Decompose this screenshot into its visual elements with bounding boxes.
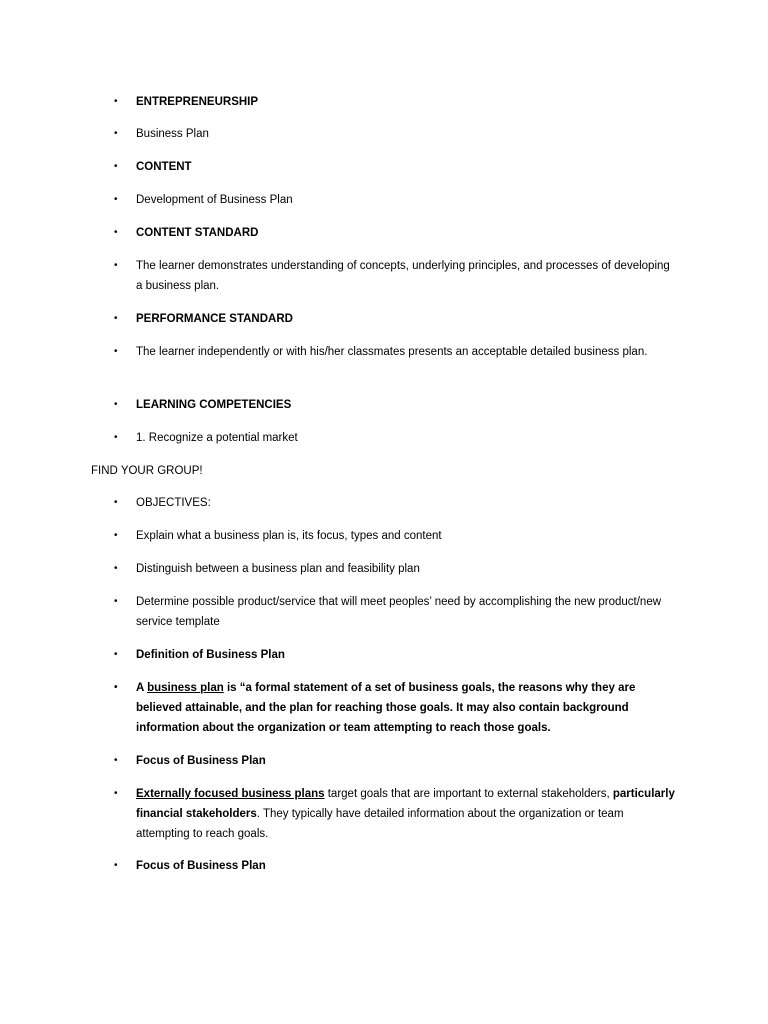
list-item <box>114 309 676 329</box>
bullet-icon: • <box>114 530 118 541</box>
item-text: Definition of Business Plan <box>136 649 285 661</box>
item-text: Business Plan <box>136 128 209 140</box>
list-item <box>114 559 676 579</box>
item-text: The learner independently or with his/her classmates presents an acceptable detailed business plan. <box>136 346 648 358</box>
list-item <box>114 645 676 665</box>
bullet-icon: • <box>114 563 118 574</box>
list-item <box>114 256 676 296</box>
list-item <box>114 342 676 362</box>
bullet-icon: • <box>114 194 118 205</box>
bullet-icon: • <box>114 682 118 693</box>
bullet-icon: • <box>114 649 118 660</box>
list-item <box>114 526 676 546</box>
item-text: CONTENT STANDARD <box>136 227 259 239</box>
external-text-b: . They typically have detailed information about the organization or team attempting to reach goals. <box>136 808 624 840</box>
list-item <box>114 428 676 448</box>
definition-prefix: A <box>136 682 148 694</box>
item-text: OBJECTIVES: <box>136 497 211 509</box>
list-item <box>114 751 676 771</box>
list-item <box>114 395 676 415</box>
list-item <box>114 493 676 513</box>
bullet-icon: • <box>114 96 118 107</box>
find-your-group-heading: FIND YOUR GROUP! <box>91 465 203 477</box>
list-item <box>114 223 676 243</box>
focus-heading: Focus of Business Plan <box>136 860 266 872</box>
item-text: 1. Recognize a potential market <box>136 432 298 444</box>
focus-heading: Focus of Business Plan <box>136 755 266 767</box>
list-item <box>114 190 676 210</box>
definition-text: is “a formal statement of a set of business goals, the reasons why they are believed attainable, and the plan for reaching those goals. It may also contain background information about the organization or team attempting to reach those goals. <box>136 682 636 734</box>
item-text: LEARNING COMPETENCIES <box>136 399 292 411</box>
bullet-icon: • <box>114 755 118 766</box>
bullet-icon: • <box>114 313 118 324</box>
list-item <box>114 856 676 876</box>
bullet-icon: • <box>114 497 118 508</box>
bullet-icon: • <box>114 128 118 139</box>
item-text: PERFORMANCE STANDARD <box>136 313 293 325</box>
external-text-a: target goals that are important to external stakeholders, <box>324 788 613 800</box>
definition-term: business plan <box>147 682 224 694</box>
external-text-bold: particularly financial stakeholders <box>136 788 675 820</box>
list-item <box>114 592 676 632</box>
bullet-icon: • <box>114 346 118 357</box>
list-item <box>114 92 676 112</box>
bullet-icon: • <box>114 260 118 271</box>
item-text: Determine possible product/service that will meet peoples’ need by accomplishing the new product/new service template <box>136 596 662 628</box>
item-text: CONTENT <box>136 161 192 173</box>
bullet-icon: • <box>114 860 118 871</box>
item-text: ENTREPRENEURSHIP <box>136 96 259 108</box>
list-item <box>114 124 676 144</box>
bullet-icon: • <box>114 788 118 799</box>
bullet-icon: • <box>114 161 118 172</box>
item-text: Explain what a business plan is, its focus, types and content <box>136 530 442 542</box>
external-focus-paragraph <box>114 784 676 844</box>
list-item <box>114 157 676 177</box>
item-text: The learner demonstrates understanding of concepts, underlying principles, and processes of developing a business plan. <box>136 260 670 292</box>
bullet-icon: • <box>114 596 118 607</box>
item-text: Development of Business Plan <box>136 194 293 206</box>
definition-paragraph <box>114 678 676 738</box>
bullet-icon: • <box>114 432 118 443</box>
external-term: Externally focused business plans <box>136 788 325 800</box>
bullet-icon: • <box>114 227 118 238</box>
item-text: Distinguish between a business plan and feasibility plan <box>136 563 420 575</box>
bullet-icon: • <box>114 399 118 410</box>
